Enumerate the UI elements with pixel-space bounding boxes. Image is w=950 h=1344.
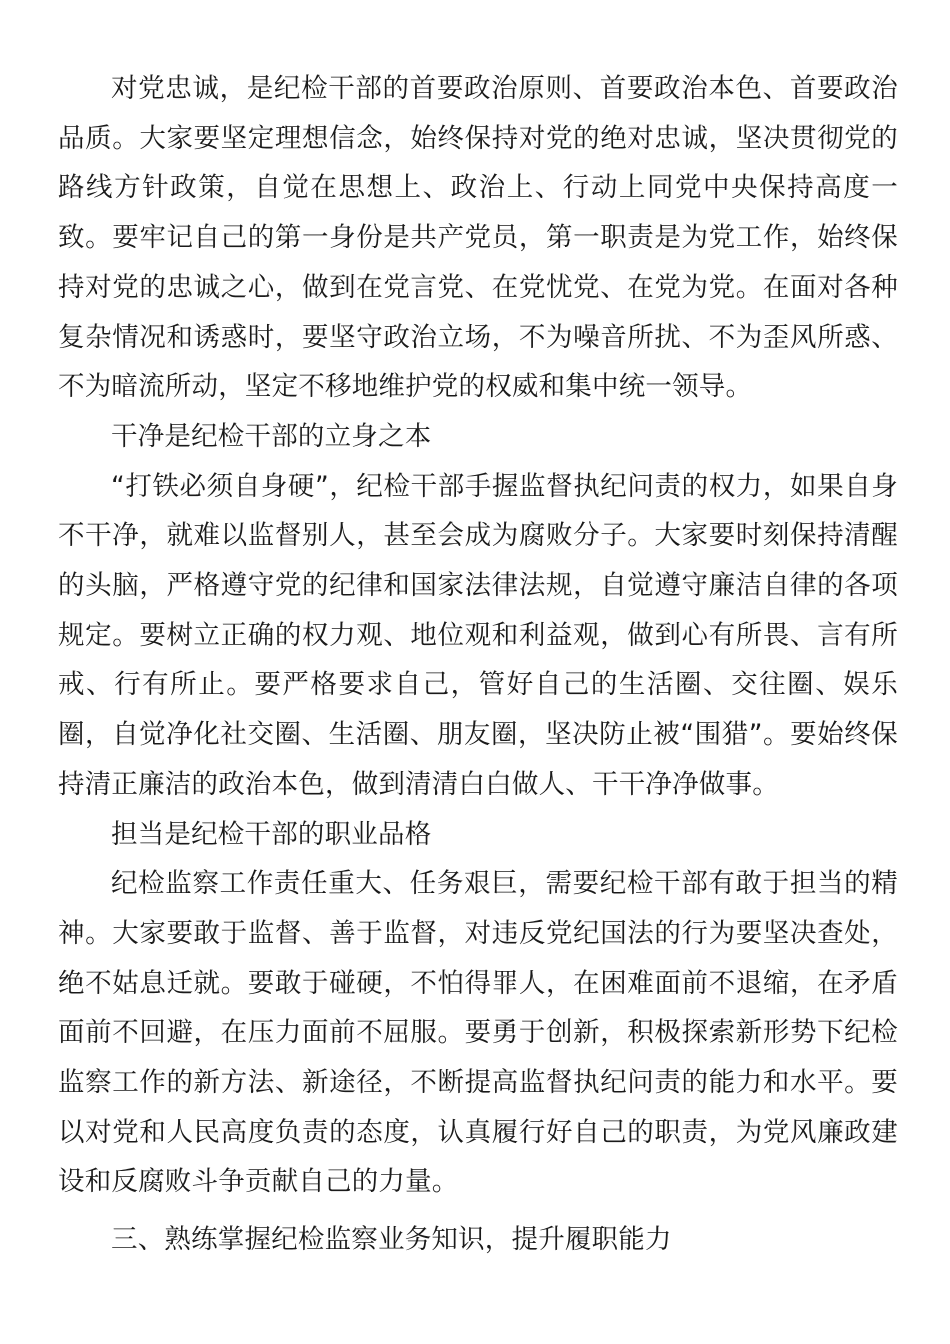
paragraph-cleanliness: “打铁必须自身硬”，纪检干部手握监督执纪问责的权力，如果自身不干净，就难以监督别人，甚至会成为腐败分子。大家要时刻保持清醒的头脑，严格遵守党的纪律和国家法律法规，自觉遵守廉洁自律的各项规定。要树立正确的权力观、地位观和利益观，做到心有所畏、言有所戒、行有所止。要严格要求自己，管好自己的生活圈、交往圈、娱乐圈，自觉净化社交圈、生活圈、朋友圈，坚决防止被“围猎”。要始终保持清正廉洁的政治本色，做到清清白白做人、干干净净做事。: [58, 470, 898, 800]
section-heading-three: 三、熟练掌握纪检监察业务知识，提升履职能力: [111, 1224, 672, 1256]
subheading-cleanliness: 干净是纪检干部的立身之本: [111, 420, 432, 452]
document-page: [58, 64, 898, 1265]
subheading-responsibility: 担当是纪检干部的职业品格: [111, 818, 432, 850]
paragraph-responsibility: 纪检监察工作责任重大、任务艰巨，需要纪检干部有敢于担当的精神。大家要敢于监督、善于监督，对违反党纪国法的行为要坚决查处，绝不姑息迁就。要敢于碰硬，不怕得罪人，在困难面前不退缩，在矛盾面前不回避，在压力面前不屈服。要勇于创新，积极探索新形势下纪检监察工作的新方法、新途径，不断提高监督执纪问责的能力和水平。要以对党和人民高度负责的态度，认真履行好自己的职责，为党风廉政建设和反腐败斗争贡献自己的力量。: [58, 868, 898, 1198]
paragraph-loyalty: 对党忠诚，是纪检干部的首要政治原则、首要政治本色、首要政治品质。大家要坚定理想信念，始终保持对党的绝对忠诚，坚决贯彻党的路线方针政策，自觉在思想上、政治上、行动上同党中央保持高度一致。要牢记自己的第一身份是共产党员，第一职责是为党工作，始终保持对党的忠诚之心，做到在党言党、在党忧党、在党为党。在面对各种复杂情况和诱惑时，要坚守政治立场，不为噪音所扰、不为歪风所惑、不为暗流所动，坚定不移地维护党的权威和集中统一领导。: [58, 73, 898, 403]
